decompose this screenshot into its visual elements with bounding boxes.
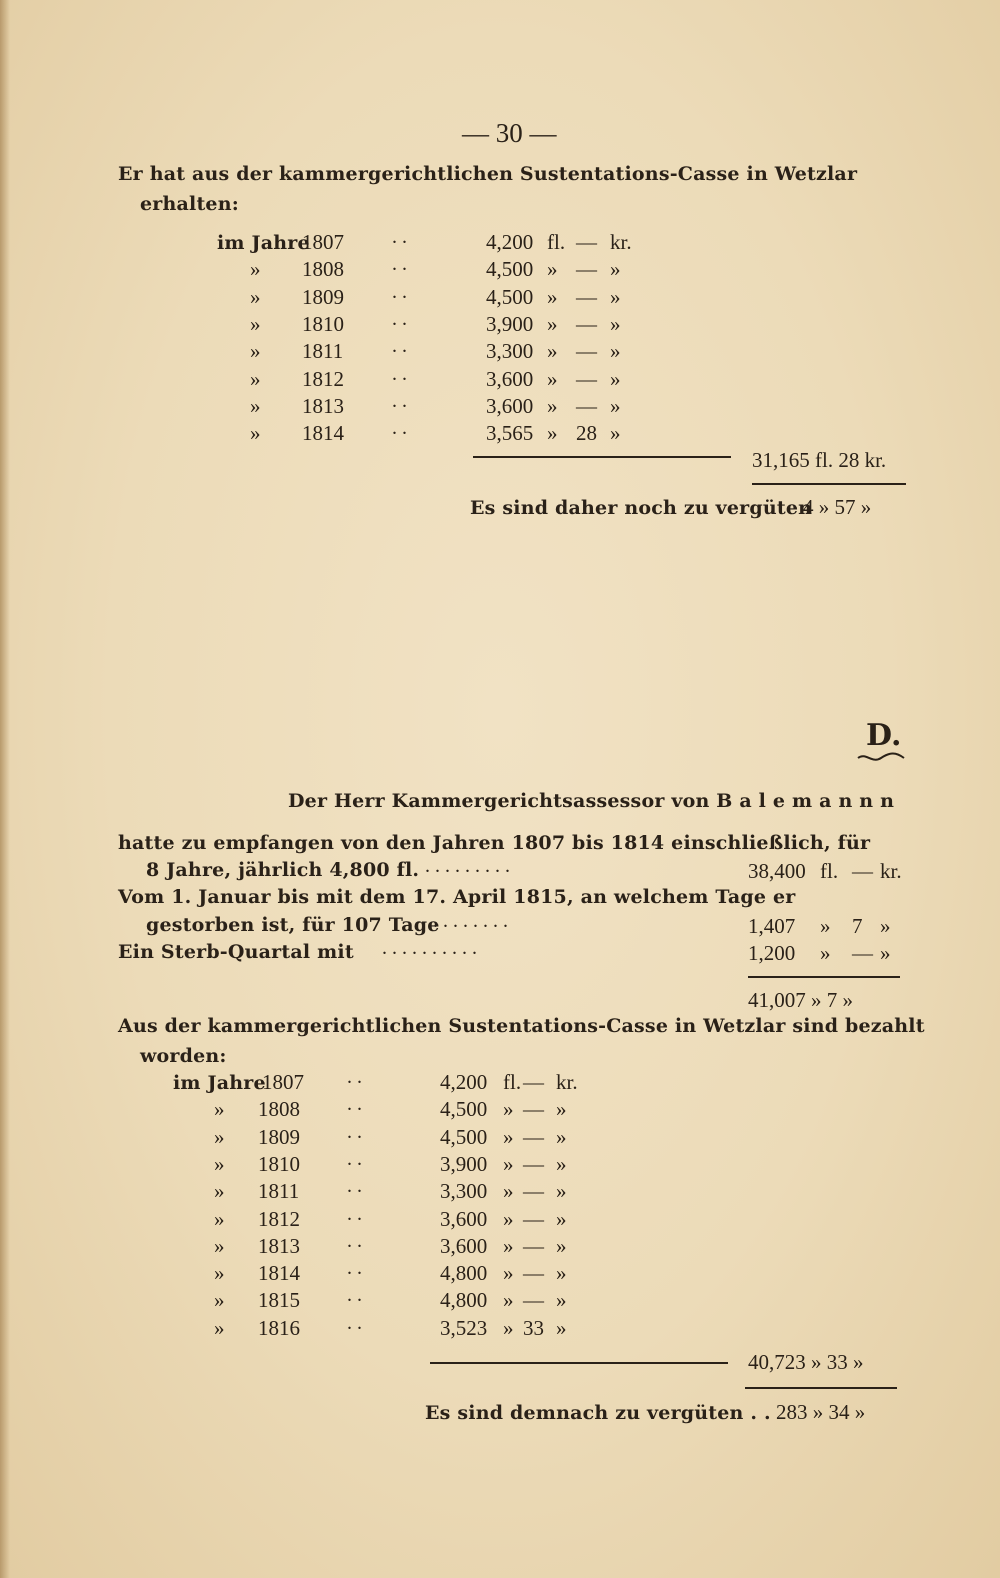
row-unit2: » [610,339,621,363]
entitlement-line-unit: fl. [820,859,839,883]
row-prefix: » [250,394,261,418]
row-kr: — [523,1070,544,1094]
entitlement-line-florins: 1,200 [748,941,796,965]
row-dots: . . [347,1121,362,1143]
row-dots: . . [347,1284,362,1306]
row-amount: 4,500 [440,1125,488,1149]
row-year: 1816 [258,1316,300,1340]
section2-subtotal: 41,007 » 7 » [748,988,853,1012]
row-dots: . . [392,363,407,385]
row-unit2: kr. [556,1070,578,1094]
section2-remaining-label: Es sind demnach zu vergüten . . [425,1402,771,1424]
row-amount: 4,800 [440,1288,488,1312]
entitlement-line-unit: » [820,914,831,938]
row-unit2: » [610,394,621,418]
row-year: 1807 [262,1070,304,1094]
section2-paid-line2: worden: [140,1045,227,1067]
row-unit2: » [556,1097,567,1121]
row-kr: — [576,285,597,309]
row-prefix: » [214,1234,225,1258]
section1-remaining-label: Es sind daher noch zu vergüten [470,497,813,519]
row-prefix: » [214,1097,225,1121]
row-unit: » [503,1316,514,1340]
entitlement-line-unit2: » [880,941,891,965]
row-year: 1811 [258,1179,300,1203]
entitlement-line-kreuzer: — [852,859,873,883]
row-unit: » [547,367,558,391]
row-prefix: » [214,1207,225,1231]
entitlement-line-text: Ein Sterb-Quartal mit [118,941,354,963]
row-kr: 33 [523,1316,544,1340]
row-dots: . . [347,1230,362,1252]
row-prefix: » [214,1179,225,1203]
row-kr: — [576,339,597,363]
section1-remaining-value: 4 » 57 » [803,495,872,519]
row-amount: 3,523 [440,1316,488,1340]
row-kr: — [523,1152,544,1176]
row-unit: » [547,394,558,418]
row-prefix: » [250,285,261,309]
section1-total: 31,165 fl. 28 kr. [752,448,887,472]
section1-intro-line2: erhalten: [140,193,239,215]
row-dots: . . [392,417,407,439]
entitlement-line-kreuzer: — [852,941,873,965]
row-unit: » [503,1207,514,1231]
row-unit: » [503,1288,514,1312]
row-dots: . . [347,1093,362,1115]
row-unit2: » [556,1179,567,1203]
row-amount: 3,600 [440,1207,488,1231]
row-unit: » [547,285,558,309]
entitlement-line-unit2: » [880,914,891,938]
entitlement-line-text: 8 Jahre, jährlich 4,800 fl. [146,859,420,881]
row-year: 1810 [258,1152,300,1176]
row-amount: 3,565 [486,421,534,445]
section2-heading: Der Herr Kammergerichtsassessor von B a l e m a n n n [288,790,895,812]
row-prefix: » [214,1288,225,1312]
row-dots: . . [347,1175,362,1197]
row-amount: 3,300 [486,339,534,363]
row-kr: — [523,1179,544,1203]
row-amount: 4,800 [440,1261,488,1285]
row-amount: 3,900 [486,312,534,336]
row-dots: . . [347,1312,362,1334]
entitlement-line-florins: 38,400 [748,859,806,883]
row-prefix: » [214,1261,225,1285]
section2-subtotal-rule [748,976,900,978]
row-unit: » [503,1097,514,1121]
entitlement-line-dots: . . . . . . . . . . [382,937,477,959]
page-number: — 30 — [462,118,557,148]
row-kr: — [523,1234,544,1258]
entitlement-line-florins: 1,407 [748,914,796,938]
row-prefix: » [214,1125,225,1149]
row-unit: » [547,257,558,281]
row-prefix: im Jahre [217,232,310,254]
row-year: 1813 [258,1234,300,1258]
entitlement-line-text: hatte zu empfangen von den Jahren 1807 bis 1814 einschließlich, für [118,832,871,854]
row-dots: . . [392,226,407,248]
row-year: 1815 [258,1288,300,1312]
row-kr: — [523,1261,544,1285]
row-unit: » [547,312,558,336]
row-amount: 4,200 [440,1070,488,1094]
row-year: 1807 [302,230,344,254]
entitlement-line-text: Vom 1. Januar bis mit dem 17. April 1815, an welchem Tage er [118,886,796,908]
row-prefix: im Jahre [173,1072,266,1094]
row-amount: 4,500 [486,257,534,281]
row-prefix: » [250,257,261,281]
row-unit: » [503,1261,514,1285]
row-unit2: » [610,257,621,281]
row-kr: — [576,394,597,418]
entitlement-line-unit: » [820,941,831,965]
row-amount: 3,300 [440,1179,488,1203]
row-amount: 4,500 [486,285,534,309]
row-unit2: » [610,421,621,445]
row-unit: fl. [547,230,566,254]
row-amount: 3,600 [486,394,534,418]
row-year: 1814 [302,421,344,445]
row-unit2: » [556,1288,567,1312]
entitlement-line-dots: . . . . . . . . [433,910,508,932]
entitlement-line-kreuzer: 7 [852,914,863,938]
row-amount: 4,500 [440,1097,488,1121]
row-prefix: » [250,312,261,336]
row-prefix: » [250,421,261,445]
row-amount: 3,900 [440,1152,488,1176]
row-unit: » [547,339,558,363]
row-dots: . . [392,253,407,275]
row-year: 1809 [302,285,344,309]
row-year: 1808 [258,1097,300,1121]
row-kr: — [576,367,597,391]
row-dots: . . [347,1257,362,1279]
entitlement-line-unit2: kr. [880,859,902,883]
row-dots: . . [392,308,407,330]
row-kr: 28 [576,421,597,445]
row-dots: . . [347,1148,362,1170]
row-kr: — [523,1125,544,1149]
row-unit: » [503,1152,514,1176]
row-unit: » [503,1179,514,1203]
section2-remaining-value: 283 » 34 » [776,1400,866,1424]
row-unit2: kr. [610,230,632,254]
row-prefix: » [250,367,261,391]
row-kr: — [576,312,597,336]
row-kr: — [576,230,597,254]
section2-total-rule [745,1387,897,1389]
row-dots: . . [347,1203,362,1225]
section-letter: D. [866,718,902,753]
row-year: 1814 [258,1261,300,1285]
row-amount: 4,200 [486,230,534,254]
section1-total-rule [752,483,906,485]
row-unit2: » [556,1234,567,1258]
row-unit: » [503,1125,514,1149]
row-year: 1810 [302,312,344,336]
row-dots: . . [392,335,407,357]
row-unit: » [547,421,558,445]
row-unit2: » [556,1207,567,1231]
row-unit: » [503,1234,514,1258]
row-unit2: » [556,1125,567,1149]
row-year: 1811 [302,339,344,363]
page-spine-shadow [0,0,10,1578]
row-unit2: » [610,367,621,391]
row-unit: fl. [503,1070,522,1094]
entitlement-line-dots: . . . . . . . . . [425,855,510,877]
section1-intro-line1: Er hat aus der kammergerichtlichen Sustentations-Casse in Wetzlar [118,163,858,185]
row-year: 1808 [302,257,344,281]
row-unit2: » [610,285,621,309]
section2-sum-rule [430,1362,728,1364]
row-unit2: » [556,1261,567,1285]
row-kr: — [576,257,597,281]
row-year: 1812 [258,1207,300,1231]
entitlement-line-text: gestorben ist, für 107 Tage [146,914,440,936]
row-year: 1812 [302,367,344,391]
row-prefix: » [214,1316,225,1340]
row-amount: 3,600 [440,1234,488,1258]
row-amount: 3,600 [486,367,534,391]
section2-total: 40,723 » 33 » [748,1350,864,1374]
row-prefix: » [250,339,261,363]
row-kr: — [523,1097,544,1121]
row-dots: . . [392,281,407,303]
section1-sum-rule [473,456,731,458]
section2-paid-line1: Aus der kammergerichtlichen Sustentations-Casse in Wetzlar sind bezahlt [118,1015,925,1037]
row-kr: — [523,1207,544,1231]
row-unit2: » [556,1152,567,1176]
row-unit2: » [556,1316,567,1340]
row-prefix: » [214,1152,225,1176]
row-dots: . . [347,1066,362,1088]
flourish-ornament [856,752,906,764]
row-dots: . . [392,390,407,412]
row-kr: — [523,1288,544,1312]
row-year: 1813 [302,394,344,418]
row-year: 1809 [258,1125,300,1149]
row-unit2: » [610,312,621,336]
